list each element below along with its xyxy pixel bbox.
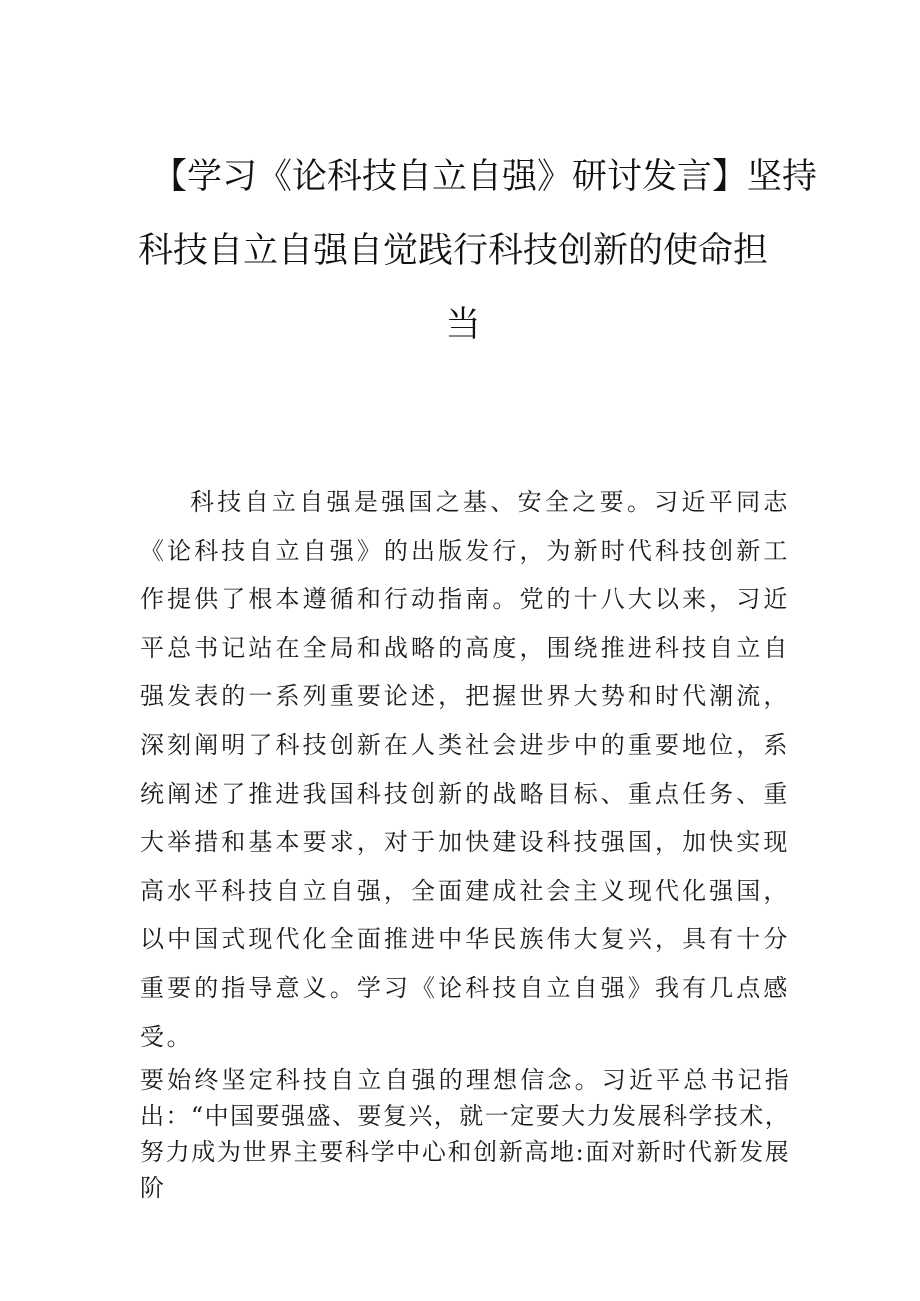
paragraph-ideals: 要始终坚定科技自立自强的理想信念。习近平总书记指出：“中国要强盛、要复兴，就一定要大力发展科学技术，努力成为世界主要科学中心和创新高地:面对新时代新发展阶 — [140, 1066, 790, 1202]
title-line-2: 科技自立自强自觉践行科技创新的使命担 — [138, 231, 769, 271]
title-line-3: 当 — [445, 305, 481, 345]
title-line-1: 【学习《论科技自立自强》研讨发言】坚持 — [152, 157, 818, 197]
paragraph-intro: 科技自立自强是强国之基、安全之要。习近平同志《论科技自立自强》的出版发行，为新时代科技创新工作提供了根本遵循和行动指南。党的十八大以来，习近平总书记站在全局和战略的高度，围绕推进科技自立自强发表的一系列重要论述，把握世界大势和时代潮流，深刻阐明了科技创新在人类社会进步中的重要地位，系统阐述了推进我国科技创新的战略目标、重点任务、重大举措和基本要求，对于加快建设科技强国，加快实现高水平科技自立自强，全面建成社会主义现代化强国，以中国式现代化全面推进中华民族伟大复兴，具有十分重要的指导意义。学习《论科技自立自强》我有几点感受。 — [140, 488, 790, 1051]
document-title — [138, 140, 818, 362]
